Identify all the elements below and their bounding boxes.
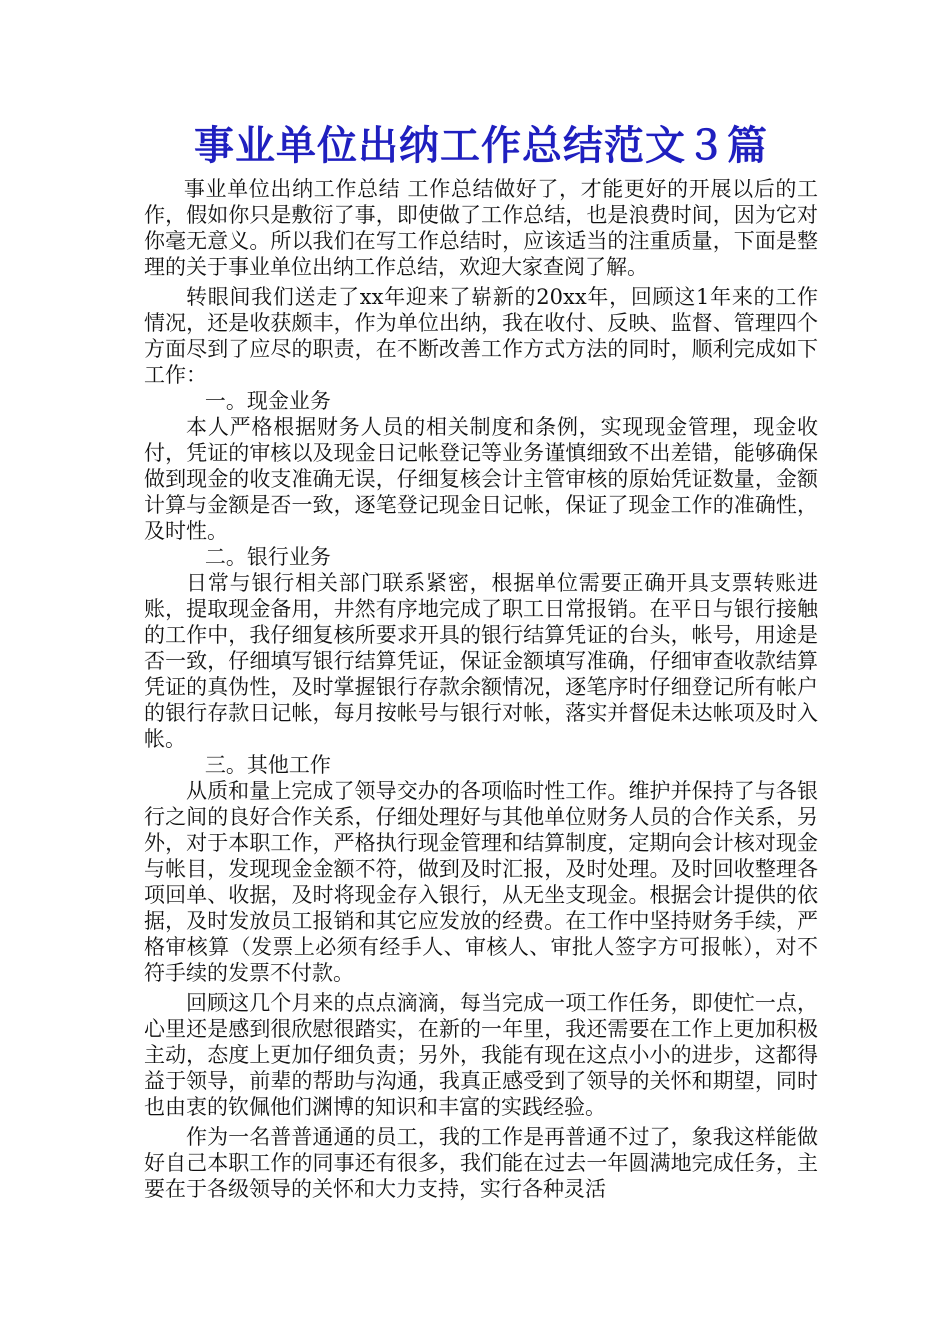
paragraph-closing: 作为一名普普通通的员工，我的工作是再普通不过了，象我这样能做好自己本职工作的同事还有很多，我们能在过去一年圆满地完成任务，主要在于各级领导的关怀和大力支持，实行各种灵活	[144, 1125, 818, 1201]
paragraph-cash: 本人严格根据财务人员的相关制度和条例，实现现金管理，现金收付，凭证的审核以及现金日记帐登记等业务谨慎细致不出差错，能够确保做到现金的收支准确无误，仔细复核会计主管审核的原始凭证数量，金额计算与金额是否一致，逐笔登记现金日记帐，保证了现金工作的准确性，及时性。	[144, 415, 818, 543]
paragraph-other: 从质和量上完成了领导交办的各项临时性工作。维护并保持了与各银行之间的良好合作关系，仔细处理好与其他单位财务人员的合作关系，另外，对于本职工作，严格执行现金管理和结算制度，定期向会计核对现金与帐目，发现现金金额不符，做到及时汇报，及时处理。及时回收整理各项回单、收据，及时将现金存入银行，从无坐支现金。根据会计提供的依据，及时发放员工报销和其它应发放的经费。在工作中坚持财务手续，严格审核算（发票上必须有经手人、审核人、审批人签字方可报帐），对不符手续的发票不付款。	[144, 779, 818, 985]
paragraph-reflection: 回顾这几个月来的点点滴滴，每当完成一项工作任务，即使忙一点，心里还是感到很欣慰很踏实，在新的一年里，我还需要在工作上更加积极主动，态度上更加仔细负责；另外，我能有现在这点小小的进步，这都得益于领导，前辈的帮助与沟通，我真正感受到了领导的关怀和期望，同时也由衷的钦佩他们渊博的知识和丰富的实践经验。	[144, 991, 818, 1119]
document-title: 事业单位出纳工作总结范文３篇	[194, 122, 768, 169]
section-heading-cash: 一。现金业务	[204, 389, 331, 413]
section-heading-other: 三。其他工作	[204, 753, 331, 777]
document-body	[144, 176, 818, 1202]
document-page	[144, 118, 818, 1202]
paragraph-intro: 事业单位出纳工作总结 工作总结做好了，才能更好的开展以后的工作，假如你只是敷衍了事，即使做了工作总结，也是浪费时间，因为它对你毫无意义。所以我们在写工作总结时，应该适当的注重质量，下面是整理的关于事业单位出纳工作总结，欢迎大家查阅了解。	[144, 177, 818, 279]
paragraph-bank: 日常与银行相关部门联系紧密，根据单位需要正确开具支票转账进账，提取现金备用，井然有序地完成了职工日常报销。在平日与银行接触的工作中，我仔细复核所要求开具的银行结算凭证的台头，帐号，用途是否一致，仔细填写银行结算凭证，保证金额填写准确，仔细审查收款结算凭证的真伪性，及时掌握银行存款余额情况，逐笔序时仔细登记所有帐户的银行存款日记帐，每月按帐号与银行对帐，落实并督促未达帐项及时入帐。	[144, 571, 818, 751]
paragraph-review: 转眼间我们送走了xx年迎来了崭新的20xx年，回顾这1年来的工作情况，还是收获颇丰，作为单位出纳，我在收付、反映、监督、管理四个方面尽到了应尽的职责，在不断改善工作方式方法的同时，顺利完成如下工作：	[144, 285, 818, 387]
section-heading-bank: 二。银行业务	[204, 545, 331, 569]
